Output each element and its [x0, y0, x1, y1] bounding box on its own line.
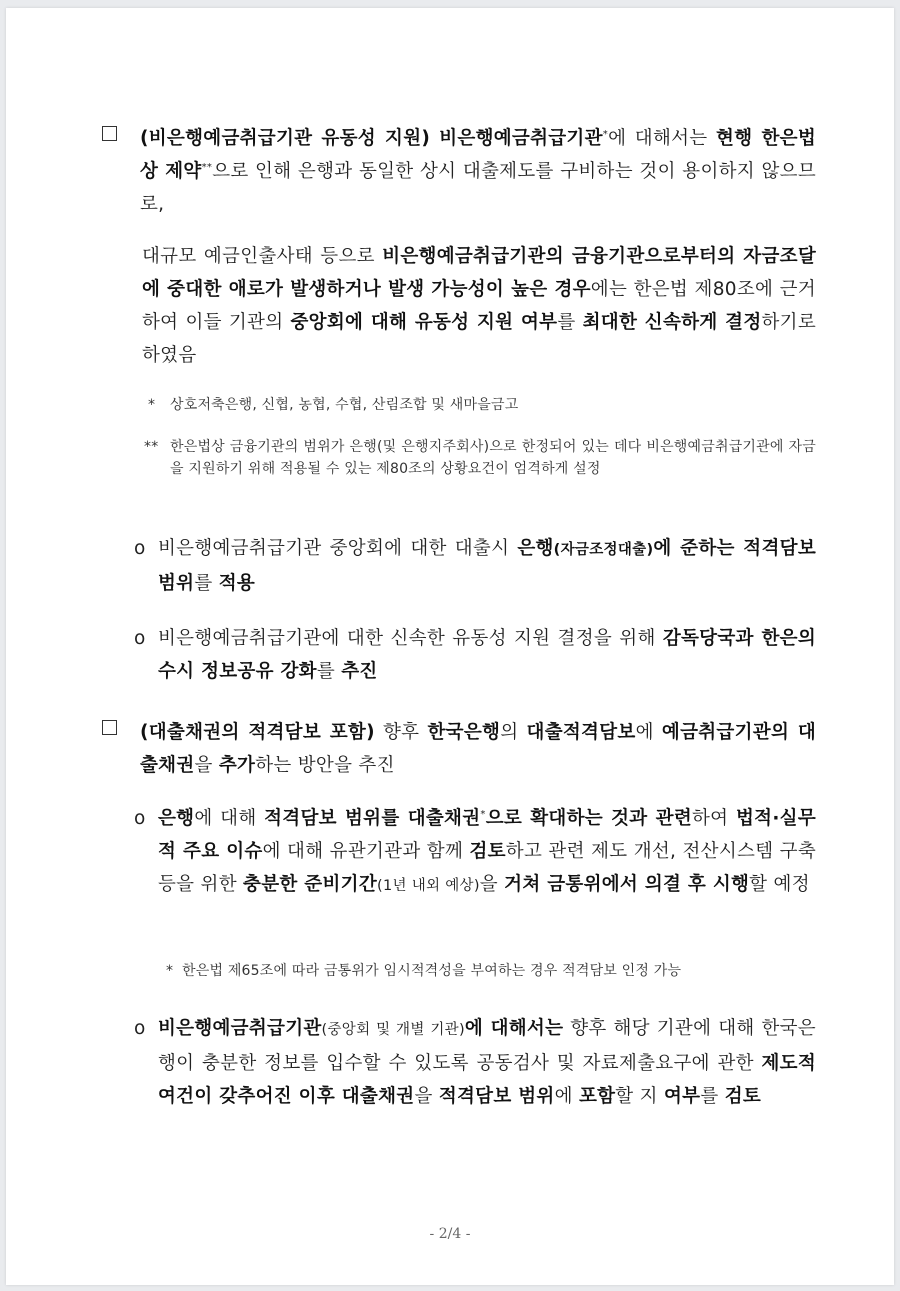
section1-heading	[102, 122, 816, 221]
text: 를	[194, 573, 219, 594]
text: 하는 방안을 추진	[255, 755, 395, 776]
footnote-1	[148, 394, 816, 416]
text-bold: 포함	[578, 1086, 616, 1107]
text-bold: 으로 확대하는 것과 관련	[485, 808, 692, 829]
text-small: (1년 내외 예상)	[377, 878, 480, 894]
footnote-text: 한은법상 금융기관의 범위가 은행(및 은행지주회사)으로 한정되어 있는 데다 비은행예금취급기관에 자금을 지원하기 위해 적용될 수 있는 제80조의 상황요건이 엄격하게 설정	[170, 439, 816, 477]
text: 를	[316, 661, 342, 682]
footnote-mark: *	[602, 128, 609, 140]
text: 향후 해당 기관에 대해 한국은행이 충분한 정보를 입수할 수 있도록 공동검사 및 자료제출요구에 관한	[158, 1018, 816, 1074]
section1-bullet-1	[134, 532, 816, 600]
text: 하고 관련 제도 개선, 전산시스템 구축 등을 위한	[158, 841, 817, 895]
text-bold: (대출채권의 적격담보 포함)	[140, 722, 375, 743]
checkbox-square-icon	[102, 720, 117, 735]
bullet-text	[158, 1012, 816, 1113]
text-bold: 적용	[218, 573, 256, 594]
footnote-mark: *	[166, 963, 174, 979]
footnote-text: 한은법 제65조에 따라 금통위가 임시적격성을 부여하는 경우 적격담보 인정 가능	[182, 963, 682, 979]
text-bold: 여부	[664, 1086, 701, 1107]
text-bold: 은행	[517, 538, 554, 559]
text: 를	[557, 312, 583, 333]
section2-paragraph	[140, 716, 816, 782]
text-bold: 적격담보 범위를 대출채권	[264, 808, 481, 829]
footnote-3	[166, 960, 816, 982]
text-bold: 감독당국과 한은의 수시 정보공유 강화	[158, 628, 816, 682]
text-bold: 현행 한은법상 제약	[140, 128, 816, 182]
text-bold: (비은행예금취급기관 유동성 지원) 비은행예금취급기관	[140, 128, 603, 149]
bullet-marker: o	[134, 538, 146, 559]
text: 비은행예금취급기관 중앙회에 대한 대출시	[158, 538, 518, 559]
section1-paragraph	[140, 122, 816, 221]
text: 을	[479, 874, 505, 895]
text-bold: 예금취급기관의 대출채권	[140, 722, 817, 776]
text-bold: 비은행예금취급기관	[158, 1018, 322, 1039]
footnote-mark: *	[480, 808, 486, 820]
footnote-mark: *	[148, 397, 156, 413]
text: 하기로 하였음	[142, 312, 817, 366]
text-bold: 대출적격담보	[526, 722, 636, 743]
text: 을	[194, 755, 219, 776]
bullet-marker: o	[134, 808, 146, 829]
text-bold: 비은행예금취급기관의 금융기관으로부터의 자금조달에 중대한 애로가 발생하거나 발생 가능성이 높은 경우	[142, 246, 816, 300]
footnote-2	[144, 436, 816, 480]
text-bold: 중앙회에 대해 유동성 지원 여부	[290, 312, 558, 333]
text: 을	[414, 1086, 439, 1107]
document-page	[6, 8, 894, 1285]
text: 에는 한은법 제80조에 근거하여 이들 기관의	[142, 279, 816, 333]
bullet-text	[158, 622, 816, 688]
text: 으로 인해 은행과 동일한 상시 대출제도를 구비하는 것이 용이하지 않으므로,	[140, 161, 816, 215]
text-bold: 법적·실무적 주요 이슈	[158, 808, 816, 862]
text: 를	[700, 1086, 725, 1107]
text: 의	[500, 722, 527, 743]
checkbox-square-icon	[102, 126, 117, 141]
section2-bullet-1	[134, 802, 816, 903]
text: 할 지	[615, 1086, 665, 1107]
bullet-text	[158, 532, 816, 600]
section1-subparagraph	[142, 240, 816, 372]
text-bold: 검토	[469, 841, 506, 862]
text-bold: 충분한 준비기간	[243, 874, 377, 895]
text-bold: 은행	[158, 808, 195, 829]
text-bold: 적격담보 범위	[438, 1086, 555, 1107]
text: 에 대해 유관기관과 함께	[262, 841, 470, 862]
text: 대규모 예금인출사태 등으로	[142, 246, 383, 267]
bullet-marker: o	[134, 1018, 146, 1039]
text-bold: 검토	[724, 1086, 762, 1107]
text: 향후	[374, 722, 428, 743]
text-bold-small: (자금조정대출)	[553, 542, 654, 558]
text-bold: 한국은행	[427, 722, 501, 743]
text-bold: 추진	[341, 661, 378, 682]
text-bold: 제도적 여건이 갖추어진 이후 대출채권	[158, 1053, 816, 1107]
footnote-text: 상호저축은행, 신협, 농협, 수협, 산림조합 및 새마을금고	[170, 397, 519, 413]
footnote-mark: **	[201, 161, 213, 173]
text: 에 대해	[194, 808, 265, 829]
footnote-mark: **	[144, 439, 159, 455]
text-bold: 에 대해서는	[464, 1018, 564, 1039]
text-bold: 추가	[218, 755, 256, 776]
text: 에	[635, 722, 662, 743]
bullet-text	[158, 802, 816, 903]
text-bold: 최대한 신속하게 결정	[582, 312, 762, 333]
text: 비은행예금취급기관에 대한 신속한 유동성 지원 결정을 위해	[158, 628, 663, 649]
text: 에 대해서는	[608, 128, 717, 149]
text-bold: 거쳐 금통위에서 의결 후 시행	[504, 874, 750, 895]
section2-bullet-2	[134, 1012, 816, 1113]
bullet-marker: o	[134, 628, 146, 649]
text-bold: 에 준하는 적격담보 범위	[158, 538, 816, 594]
text: 에	[554, 1086, 579, 1107]
section2-heading	[102, 716, 816, 782]
section1-bullet-2	[134, 622, 816, 688]
text-small: (중앙회 및 개별 기관)	[321, 1022, 465, 1038]
text: 하여	[692, 808, 736, 829]
text: 할 예정	[749, 874, 810, 895]
page-number: - 2/4 -	[429, 1226, 471, 1242]
